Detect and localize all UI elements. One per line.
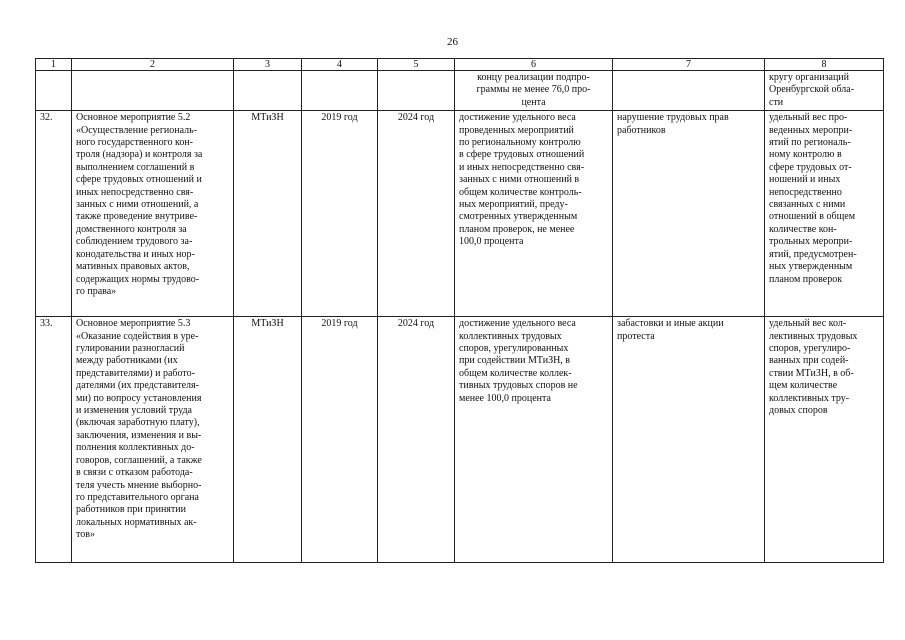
indicator-cell: удельный вес кол- лективных трудовых споров, урегулиро- ванных при содей- ствии МТиЗН, в об- щем количестве коллективных тру- довых споров	[765, 317, 884, 563]
table-row	[36, 317, 884, 563]
start-year-cell: 2019 год	[302, 317, 378, 563]
column-number: 7	[613, 59, 765, 71]
row-number: 32.	[36, 111, 72, 317]
page-number: 26	[447, 36, 458, 48]
activity-cell: Основное мероприятие 5.3 «Оказание содействия в уре- гулировании разногласий между работниками (их представителями) и работо- дателями (их представителя- ми) по вопросу установления и изменения условий труда (включая заработную плату), заключения, изменения и вы- полнения коллективных до- говоров, соглашений, а также в связи с отказом работодa- теля учесть мнение выборно- го представительного органа работников при принятии локальных нормативных ак- тов»	[72, 317, 234, 563]
indicator-cell: удельный вес про- веденных меропри- ятий по региональ- ному контролю в сфере трудовых от- ношений и иных непосредственно связанных с ними отношений в общем количестве кон- трольных меропри- ятий, предусмотрен- ных утвержденным планом проверок	[765, 111, 884, 317]
start-year-cell: 2019 год	[302, 111, 378, 317]
table-cell	[378, 71, 455, 111]
row-number: 33.	[36, 317, 72, 563]
executor-cell: МТиЗН	[234, 317, 302, 563]
consequences-cell: нарушение трудовых прав работников	[613, 111, 765, 317]
executor-cell: МТиЗН	[234, 111, 302, 317]
activity-cell: Основное мероприятие 5.2 «Осуществление региональ- ного государственного кон- троля (надзора) и контроля за выполнением соглашений в сфере трудовых отношений и иных непосредственно свя- занных с ними отношений, а также проведение внутриве- домственного контроля за соблюдением трудового за- конодательства и иных нор- мативных правовых актов, содержащих нормы трудово- го права»	[72, 111, 234, 317]
column-number-row	[36, 59, 884, 71]
column-number: 4	[302, 59, 378, 71]
end-year-cell: 2024 год	[378, 111, 455, 317]
column-number: 8	[765, 59, 884, 71]
column-number: 5	[378, 59, 455, 71]
continuation-row	[36, 71, 884, 111]
column-number: 3	[234, 59, 302, 71]
consequences-cell: забастовки и иные акции протеста	[613, 317, 765, 563]
continuation-result-cell: концу реализации подпро- граммы не менее 76,0 про- цента	[455, 71, 613, 111]
end-year-cell: 2024 год	[378, 317, 455, 563]
column-number: 6	[455, 59, 613, 71]
table-row	[36, 111, 884, 317]
table-cell	[302, 71, 378, 111]
table-cell	[234, 71, 302, 111]
expected-result-cell: достижение удельного веса коллективных трудовых споров, урегулированных при содействии МТиЗН, в общем количестве коллек- тивных трудовых споров не менее 100,0 процента	[455, 317, 613, 563]
column-number: 2	[72, 59, 234, 71]
column-number: 1	[36, 59, 72, 71]
table-cell	[72, 71, 234, 111]
expected-result-cell: достижение удельного веса проведенных мероприятий по региональному контролю в сфере трудовых отношений и иных непосредственно свя- занных с ними отношений в общем количестве контроль- ных мероприятий, преду- смотренных утвержденным планом проверок, не менее 100,0 процента	[455, 111, 613, 317]
program-activities-table	[35, 58, 884, 563]
continuation-indicator-cell: кругу организаций Оренбургской обла- сти	[765, 71, 884, 111]
table-cell	[613, 71, 765, 111]
table-cell	[36, 71, 72, 111]
